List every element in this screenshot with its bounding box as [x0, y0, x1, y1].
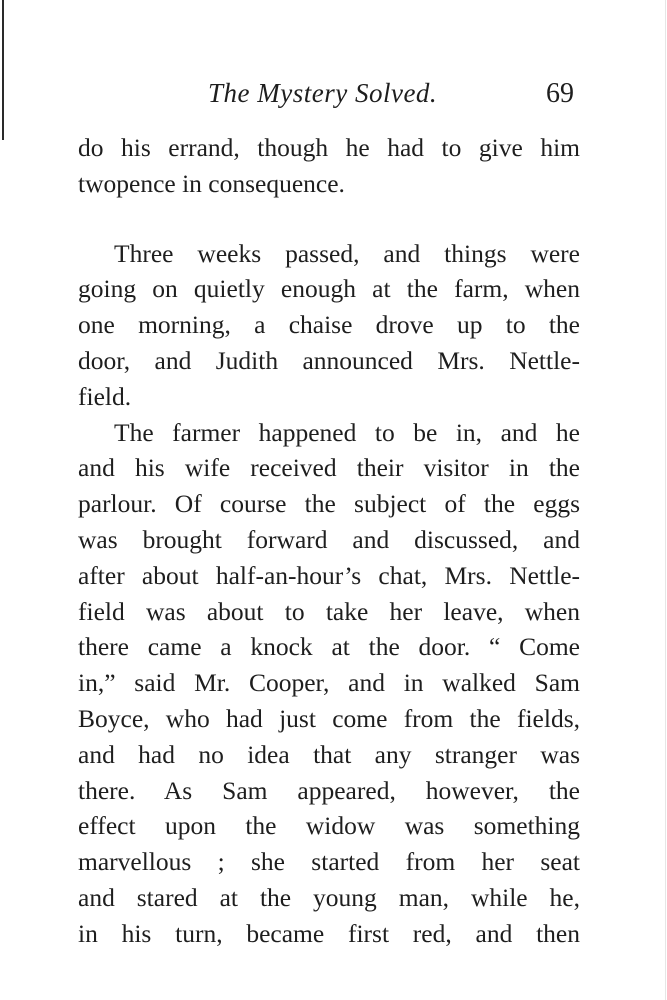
- body-text: [78, 130, 580, 952]
- running-title: The Mystery Solved.: [208, 78, 438, 108]
- paragraph-2: [78, 236, 580, 415]
- text-line: effect upon the widow was something: [78, 811, 580, 841]
- text-line: going on quietly enough at the farm, when: [78, 274, 580, 304]
- paragraph-1: [78, 130, 580, 202]
- text-line: Boyce, who had just come from the fields,: [78, 703, 580, 733]
- page-edge: [665, 0, 666, 1000]
- text-line: The farmer happened to be in, and he: [114, 417, 580, 447]
- paragraph-gap: [78, 202, 580, 236]
- text-line: and his wife received their visitor in the: [78, 453, 580, 483]
- text-line: Three weeks passed, and things were: [114, 238, 580, 268]
- text-line: field was about to take her leave, when: [78, 596, 580, 626]
- running-head: [0, 78, 667, 118]
- text-line: twopence in consequence.: [78, 168, 345, 198]
- text-line: there. As Sam appeared, however, the: [78, 775, 580, 805]
- text-line: and had no idea that any stranger was: [78, 739, 580, 769]
- text-line: marvellous ; she started from her seat: [78, 847, 580, 877]
- text-line: field.: [78, 381, 132, 411]
- text-line: and stared at the young man, while he,: [78, 882, 580, 912]
- text-line: after about half-an-hour’s chat, Mrs. Nettle-: [78, 560, 580, 590]
- paragraph-3: [78, 415, 580, 952]
- text-line: in his turn, became first red, and then: [78, 918, 580, 948]
- text-line: one morning, a chaise drove up to the: [78, 310, 580, 340]
- text-line: door, and Judith announced Mrs. Nettle-: [78, 345, 580, 375]
- text-line: parlour. Of course the subject of the eggs: [78, 489, 580, 519]
- page-number: 69: [546, 78, 574, 109]
- text-line: do his errand, though he had to give him: [78, 133, 580, 162]
- text-line: in,” said Mr. Cooper, and in walked Sam: [78, 668, 580, 698]
- binding-edge-line: [2, 0, 4, 140]
- text-line: was brought forward and discussed, and: [78, 524, 580, 554]
- text-line: there came a knock at the door. “ Come: [78, 632, 580, 662]
